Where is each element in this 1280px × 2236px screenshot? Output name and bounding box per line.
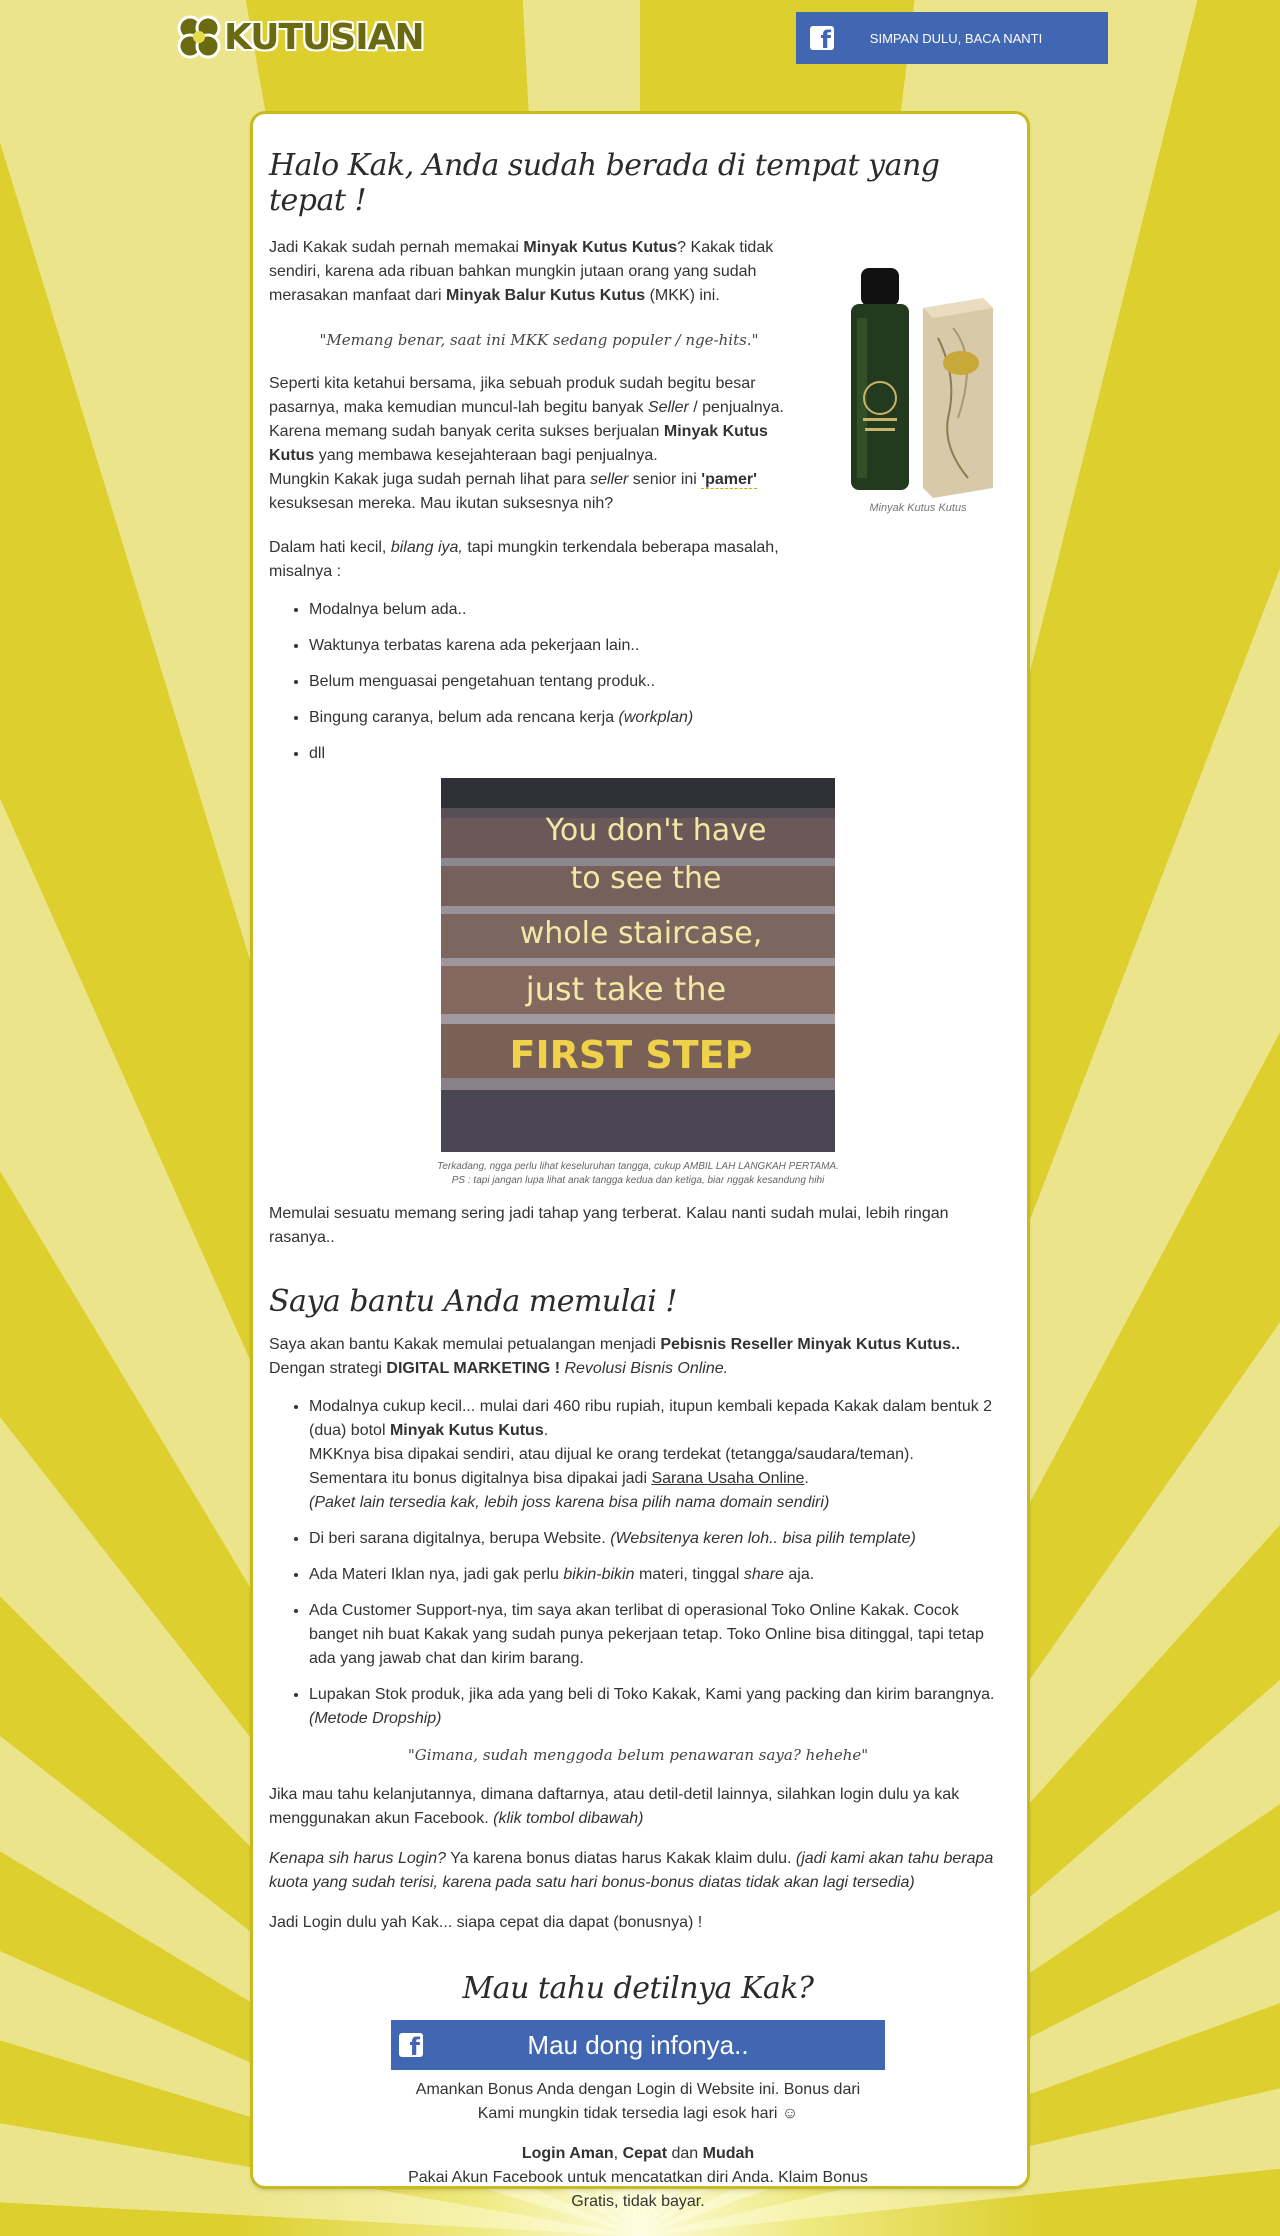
- text: Pakai Akun Facebook untuk mencatatkan diri Anda. Klaim Bonus Gratis, tidak bayar.: [408, 2169, 868, 2210]
- sarana-usaha-online-link[interactable]: Sarana Usaha Online: [651, 1470, 805, 1487]
- section2-heading: Saya bantu Anda memulai !: [269, 1284, 677, 1319]
- stair-line: FIRST STEP: [509, 1033, 753, 1077]
- text: materi, tinggal: [634, 1566, 744, 1583]
- popular-quote: "Memang benar, saat ini MKK sedang populer / nge-hits.": [319, 331, 759, 349]
- text: Cepat: [622, 2145, 668, 2162]
- text: yang membawa kesejahteraan bagi penjualnya.: [314, 447, 658, 464]
- facebook-login-button[interactable]: [391, 2020, 885, 2070]
- text: senior ini: [628, 471, 702, 488]
- list-item: [309, 1527, 1007, 1551]
- text: Ya karena bonus diatas harus Kakak klaim dulu.: [446, 1850, 796, 1867]
- text: dan: [667, 2145, 703, 2162]
- text: ,: [613, 2145, 623, 2162]
- text: Sementara itu bonus digitalnya bisa dipakai jadi: [309, 1470, 652, 1487]
- text: Bingung caranya, belum ada rencana kerja: [309, 709, 619, 726]
- product-name: Minyak Kutus Kutus: [523, 239, 678, 256]
- login-first-paragraph: Jadi Login dulu yah Kak... siapa cepat dia dapat (bonusnya) !: [269, 1914, 703, 1931]
- text: Login Aman: [521, 2145, 614, 2162]
- text: Dalam hati kecil,: [269, 539, 391, 556]
- product-image: [843, 268, 993, 498]
- caption-line: PS : tapi jangan lupa lihat anak tangga kedua dan ketiga, biar nggak kesandung hihi: [451, 1175, 825, 1186]
- benefit-list: [269, 1395, 1007, 1731]
- text: (jadi kami akan tahu berapa kuota yang sudah terisi, karena pada satu hari bonus-bonus diatas tidak akan lagi tersedia): [269, 1850, 994, 1891]
- text: bikin-bikin: [563, 1566, 635, 1583]
- text: aja.: [783, 1566, 815, 1583]
- text: tapi mungkin terkendala beberapa masalah, misalnya :: [269, 539, 779, 580]
- text: (workplan): [618, 709, 694, 726]
- text: (Metode Dropship): [309, 1710, 442, 1727]
- list-item: • Ada Customer Support-nya, tim saya akan terlibat di operasional Toko Online Kakak. Cocok banget nih buat Kakak yang sudah punya pekerjaan tetap. Toko Online bisa ditinggal, tapi tetap ada yang jawab chat dan kirim barang.: [309, 1599, 1007, 1671]
- text: Lupakan Stok produk, jika ada yang beli di Toko Kakak, Kami yang packing dan kirim barangnya.: [309, 1686, 995, 1703]
- text: Seperti kita ketahui bersama, jika sebuah produk sudah begitu besar pasarnya, maka kemudian muncul-lah begitu banyak: [269, 375, 756, 416]
- text: DIGITAL MARKETING !: [386, 1360, 561, 1377]
- list-item: [309, 1683, 1007, 1731]
- list-item: • Belum menguasai pengetahuan tentang produk..: [309, 670, 1007, 694]
- text: (Websitenya keren loh.. bisa pilih template): [610, 1530, 916, 1547]
- section1-heading: Halo Kak, Anda sudah berada di tempat yang tepat !: [269, 148, 940, 218]
- text: Mungkin Kakak juga sudah pernah lihat para: [269, 471, 591, 488]
- login-paragraph: [269, 1783, 1007, 1831]
- text: Pebisnis Reseller Minyak Kutus Kutus..: [660, 1336, 961, 1353]
- text: Mudah: [702, 2145, 755, 2162]
- intro-text-2: [269, 372, 809, 584]
- text: kesuksesan mereka. Mau ikutan suksesnya nih?: [269, 495, 614, 512]
- intro-paragraph-1: [269, 236, 809, 308]
- list-item: • dll: [309, 742, 1007, 766]
- text: Saya akan bantu Kakak memulai petualangan menjadi: [269, 1336, 661, 1353]
- problem-list: [269, 598, 1007, 766]
- staircase-caption: [269, 1160, 1007, 1188]
- stair-line: whole staircase,: [519, 916, 763, 951]
- why-login-paragraph: [269, 1847, 1007, 1895]
- text: Dengan strategi: [269, 1360, 387, 1377]
- stair-line: just take the: [525, 970, 727, 1008]
- text: Jadi Kakak sudah pernah memakai: [269, 239, 524, 256]
- help-paragraph: [269, 1333, 1007, 1381]
- save-read-later-label: SIMPAN DULU, BACA NANTI: [869, 30, 1043, 46]
- text: Modalnya cukup kecil... mulai dari 460 ribu rupiah, itupun kembali kepada Kakak dalam bentuk 2 (dua) botol: [309, 1398, 993, 1439]
- text: ? Kakak tidak sendiri, karena ada ribuan bahkan mungkin jutaan orang yang sudah merasakan manfaat dari: [269, 239, 774, 304]
- bonus-note: Amankan Bonus Anda dengan Login di Website ini. Bonus dari Kami mungkin tidak tersedia lagi esok hari ☺: [415, 2081, 861, 2122]
- cta-heading: Mau tahu detilnya Kak?: [462, 1971, 814, 2006]
- list-item: [309, 706, 1007, 730]
- text: seller: [590, 471, 629, 488]
- text: .: [543, 1422, 549, 1439]
- text: (MKK) ini.: [645, 287, 720, 304]
- intro-paragraph-2: [269, 372, 809, 516]
- text: (Paket lain tersedia kak, lebih joss karena bisa pilih nama domain sendiri): [309, 1494, 830, 1511]
- pamer-link[interactable]: 'pamer': [701, 471, 757, 488]
- intro-paragraph-3: [269, 536, 809, 584]
- content-card: [253, 114, 1027, 2210]
- staircase-image: [441, 778, 835, 1152]
- product-name: Minyak Kutus Kutus: [269, 423, 768, 464]
- text: share: [743, 1566, 784, 1583]
- text: / penjualnya. Karena memang sudah banyak cerita sukses berjualan: [269, 399, 784, 440]
- top-bar: [0, 0, 1280, 80]
- facebook-login-label: Mau dong infonya..: [527, 2029, 749, 2060]
- login-note: [388, 2142, 888, 2214]
- product-caption: Minyak Kutus Kutus: [869, 502, 967, 514]
- text: Kenapa sih harus Login?: [269, 1850, 447, 1867]
- list-item: • Modalnya belum ada..: [309, 598, 1007, 622]
- text: .: [804, 1470, 809, 1487]
- intro-text: [269, 218, 809, 308]
- text: bilang iya,: [390, 539, 463, 556]
- kutusian-logo[interactable]: [176, 14, 424, 60]
- text: MKKnya bisa dipakai sendiri, atau dijual ke orang terdekat (tetangga/saudara/teman).: [309, 1446, 914, 1463]
- list-item: • Waktunya terbatas karena ada pekerjaan lain..: [309, 634, 1007, 658]
- facebook-icon: f: [810, 26, 834, 50]
- list-item: [309, 1395, 1007, 1515]
- product-figure: [833, 268, 1003, 514]
- tempting-quote: "Gimana, sudah menggoda belum penawaran saya? hehehe": [407, 1746, 869, 1764]
- product-name: Minyak Kutus Kutus: [389, 1422, 544, 1439]
- text: Seller: [647, 399, 689, 416]
- intro-block: [269, 218, 1007, 584]
- save-read-later-button[interactable]: [796, 12, 1108, 64]
- caption-line: Terkadang, ngga perlu lihat keseluruhan tangga, cukup AMBIL LAH LANGKAH PERTAMA.: [437, 1161, 839, 1172]
- text: (klik tombol dibawah): [493, 1810, 644, 1827]
- product-name: Minyak Balur Kutus Kutus: [445, 287, 646, 304]
- list-item: [309, 1563, 1007, 1587]
- text: Revolusi Bisnis Online.: [560, 1360, 729, 1377]
- text: Jika mau tahu kelanjutannya, dimana daftarnya, atau detil-detil lainnya, silahkan login dulu ya kak menggunakan akun Facebook.: [269, 1786, 960, 1827]
- text: Ada Materi Iklan nya, jadi gak perlu: [309, 1566, 564, 1583]
- logo-flower-icon: [176, 14, 222, 60]
- stair-line: You don't have: [545, 813, 767, 848]
- text: Di beri sarana digitalnya, berupa Website.: [309, 1530, 611, 1547]
- stair-line: to see the: [570, 861, 722, 896]
- facebook-icon: f: [399, 2033, 423, 2057]
- start-paragraph: Memulai sesuatu memang sering jadi tahap yang terberat. Kalau nanti sudah mulai, lebih ringan rasanya..: [269, 1205, 949, 1246]
- logo-text: KUTUSIAN: [224, 16, 424, 58]
